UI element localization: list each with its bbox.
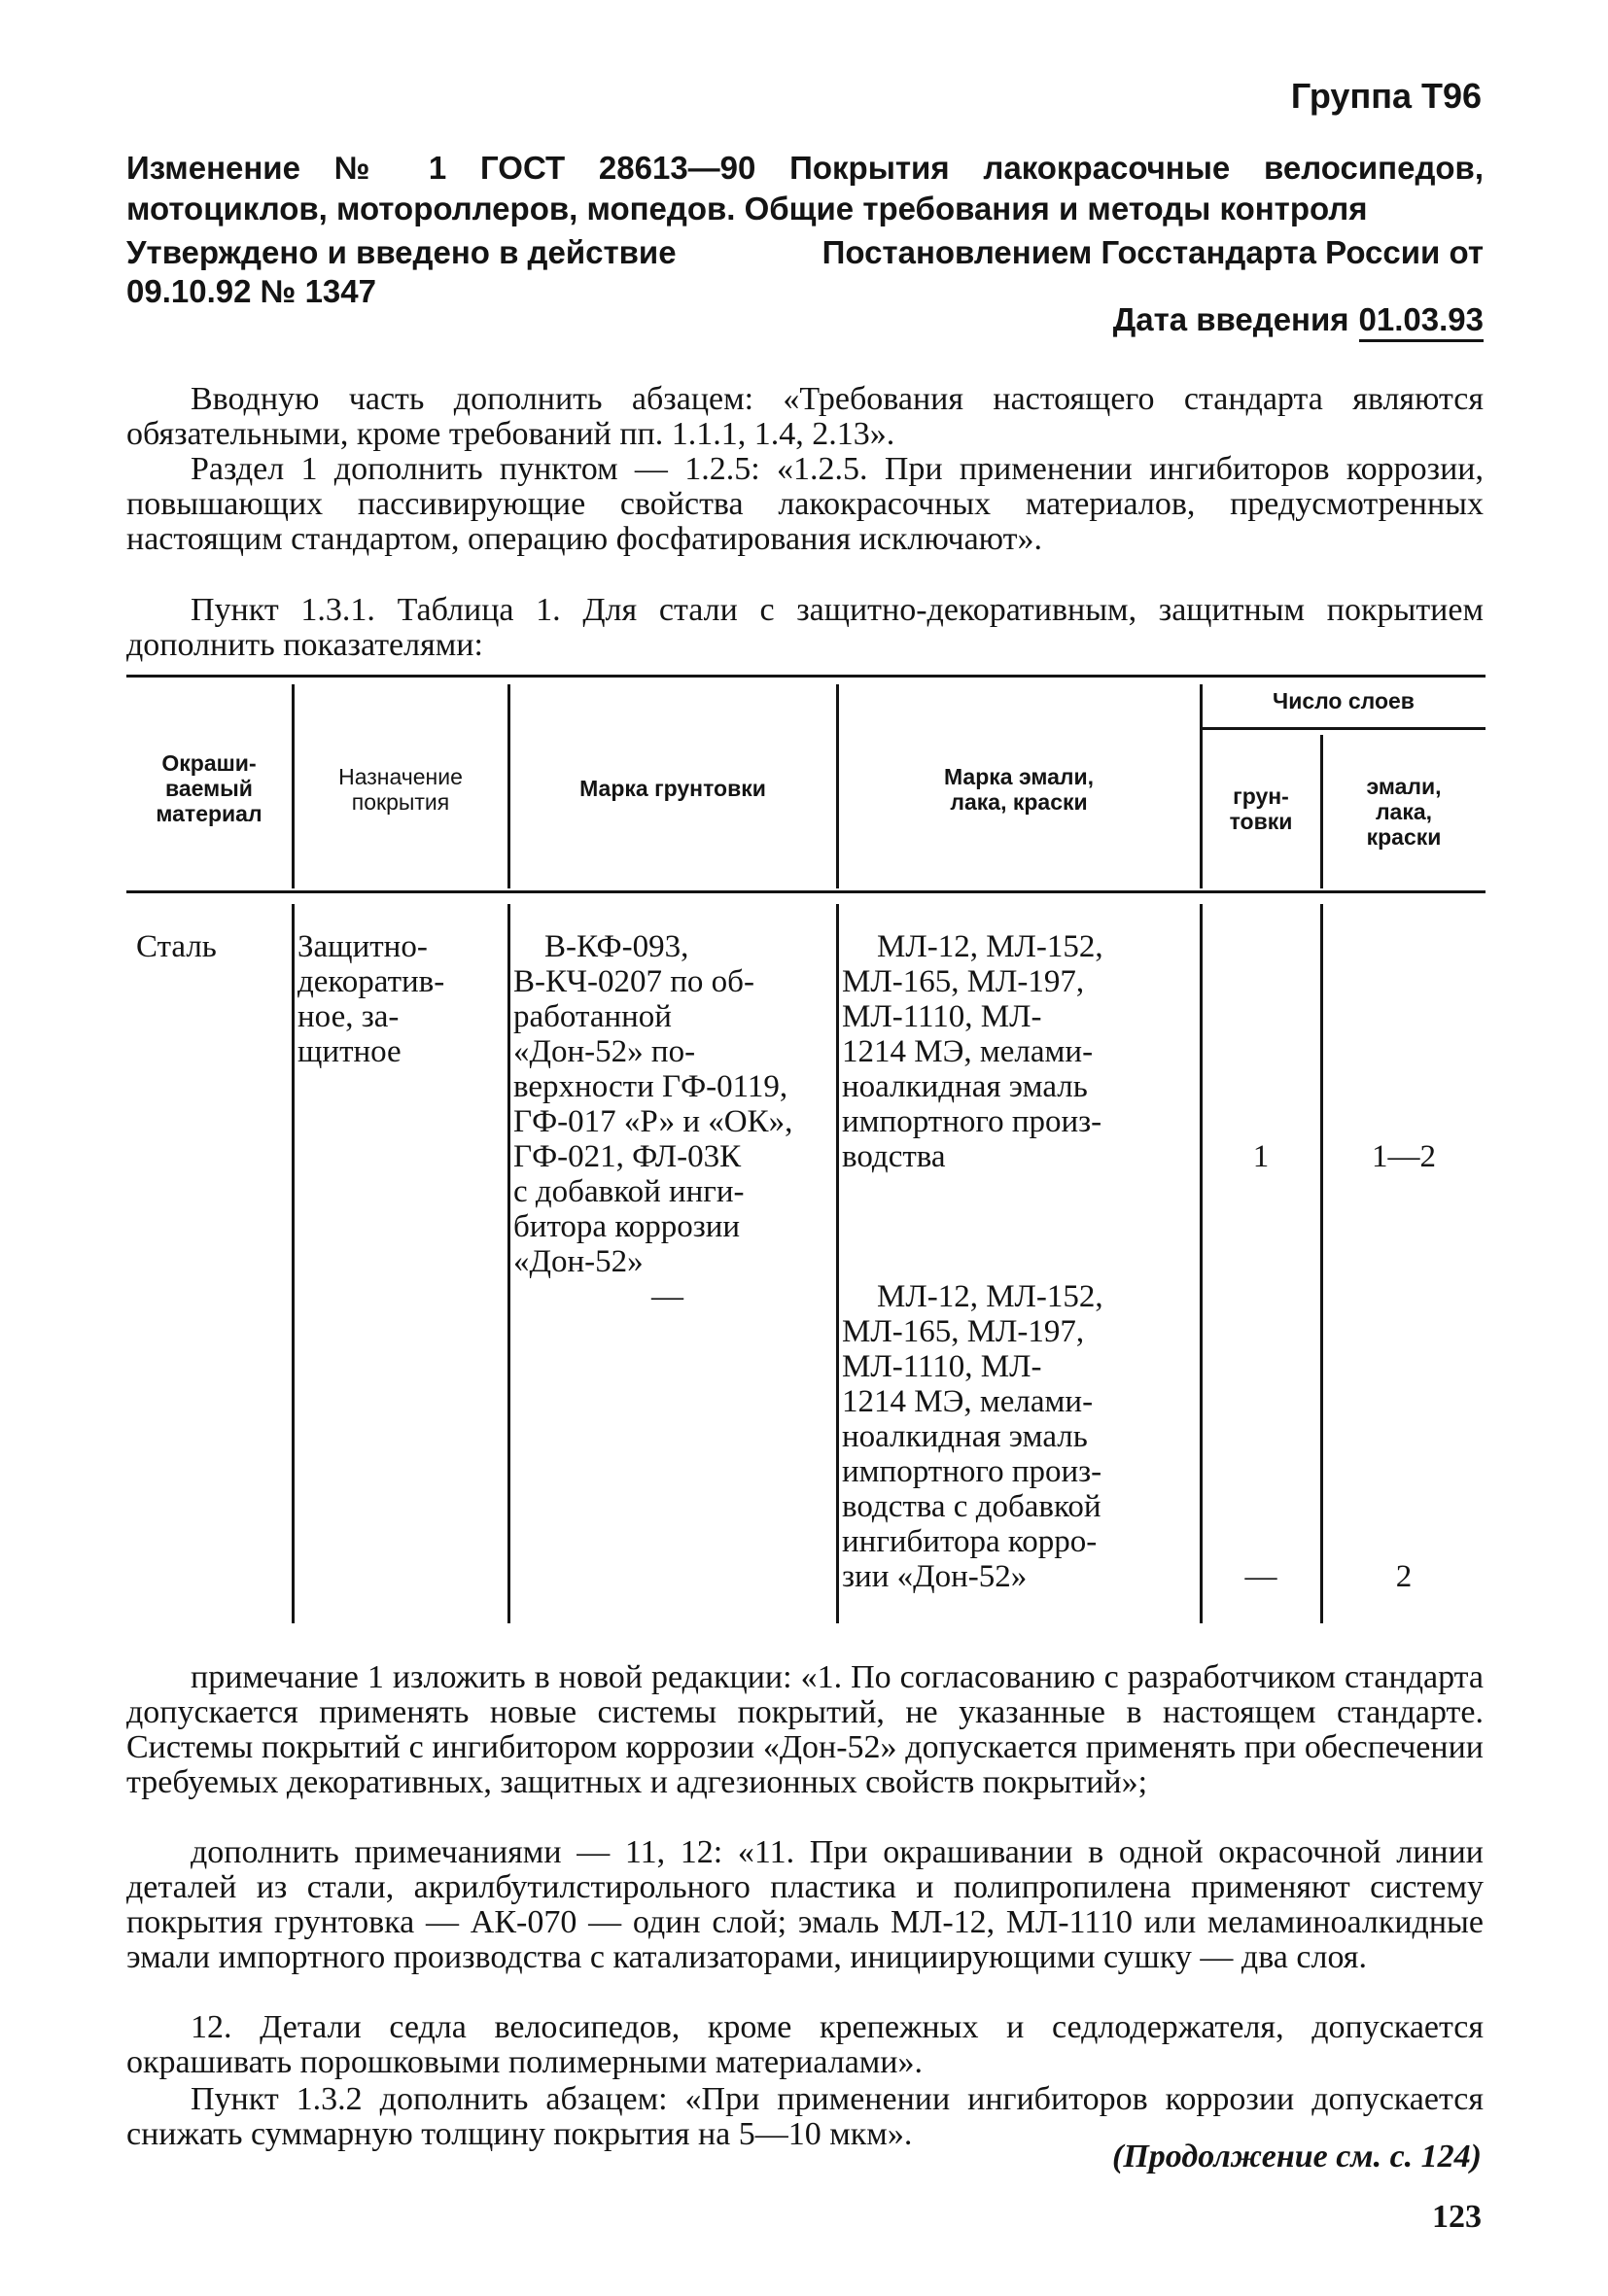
cell-line: В-КФ-093, xyxy=(544,929,689,964)
date-label: Дата введения xyxy=(1112,301,1349,337)
header-layers-primer xyxy=(1202,783,1320,834)
paragraph-text: 12. Детали седла велосипедов, кроме крепежных и седлодержателя, допускается окрашивать порошковыми полимерными материалами». xyxy=(126,2009,1484,2080)
table-col-rule xyxy=(1200,904,1203,1623)
cell-line: МЛ-165, МЛ-197, xyxy=(842,1314,1085,1349)
cell-enamel-1 xyxy=(842,929,1200,1174)
approval-left: Утверждено и введено в действие xyxy=(126,234,677,270)
cell-line: МЛ-165, МЛ-197, xyxy=(842,964,1085,999)
header-line: эмали, xyxy=(1366,774,1442,799)
page-number: 123 xyxy=(1432,2199,1482,2235)
table-header-rule xyxy=(126,890,1486,893)
change-title: Изменение № 1 ГОСТ 28613—90 Покрытия лакокрасочные велосипедов, мотоциклов, мотороллеров, мопедов. Общие требования и методы контроля xyxy=(126,150,1484,226)
header-line: товки xyxy=(1229,809,1293,834)
header-primer: Марка грунтовки xyxy=(579,776,766,801)
cell-line: ное, за- xyxy=(297,999,400,1034)
cell-layers-primer-2: — xyxy=(1244,1559,1277,1594)
cell-line: с добавкой инги- xyxy=(513,1174,745,1209)
cell-primer-1 xyxy=(513,929,838,1279)
cell-line: Защитно- xyxy=(297,929,428,964)
cell-layers-enamel-2: 2 xyxy=(1395,1559,1413,1594)
header-line: лака, xyxy=(1375,799,1433,824)
approval-right: Постановлением Госстандарта России от xyxy=(821,234,1484,270)
table-col-rule xyxy=(292,904,295,1623)
paragraph-intro-1 xyxy=(126,382,1484,452)
table-col-rule xyxy=(507,904,510,1623)
cell-line: В-КЧ-0207 по об- xyxy=(513,964,754,999)
cell-line: водства с добавкой xyxy=(842,1489,1101,1524)
cell-line: декоратив- xyxy=(297,964,445,999)
date-value: 01.03.93 xyxy=(1359,301,1484,342)
paragraph-text: Раздел 1 дополнить пунктом — 1.2.5: «1.2.5. При применении ингибиторов коррозии, повышающих пассивирующие свойства лакокрасочных материалов, предусмотренных настоящим стандартом, операцию фосфатирования исключают». xyxy=(126,451,1484,557)
cell-line: ингибитора корро- xyxy=(842,1524,1098,1559)
cell-line: импортного произ- xyxy=(842,1454,1102,1489)
header-line: Марка эмали, xyxy=(943,764,1094,789)
cell-enamel-2 xyxy=(842,1279,1200,1594)
header-line: Назначение xyxy=(338,764,463,789)
cell-line: «Дон-52» xyxy=(513,1244,644,1279)
approval-block xyxy=(126,233,1484,311)
approval-decree: 09.10.92 № 1347 xyxy=(126,273,376,309)
header-layers-enamel xyxy=(1322,774,1486,850)
paragraph-text: Пункт 1.3.2 дополнить абзацем: «При применении ингибиторов коррозии допускается снижать суммарную толщину покрытия на 5—10 мкм». xyxy=(126,2081,1484,2152)
table-layers-rule xyxy=(1202,727,1486,730)
cell-line: 1214 МЭ, мелами- xyxy=(842,1384,1094,1419)
cell-material: Сталь xyxy=(136,929,217,964)
cell-line: импортного произ- xyxy=(842,1104,1102,1139)
group-code: Группа Т96 xyxy=(1290,76,1482,116)
header-line: грун- xyxy=(1233,783,1289,809)
cell-line: ГФ-017 «Р» и «ОК», xyxy=(513,1104,793,1139)
cell-line: «Дон-52» по- xyxy=(513,1034,696,1069)
cell-line: ГФ-021, ФЛ-03К xyxy=(513,1139,742,1174)
cell-line: зии «Дон-52» xyxy=(842,1559,1028,1594)
paragraph-intro-3 xyxy=(126,593,1484,663)
paragraph-intro-2 xyxy=(126,452,1484,557)
cell-line: МЛ-12, МЛ-152, xyxy=(877,1279,1103,1314)
cell-line: ноалкидная эмаль xyxy=(842,1419,1088,1454)
header-line: краски xyxy=(1366,824,1442,850)
cell-line: МЛ-12, МЛ-152, xyxy=(877,929,1103,964)
cell-line: верхности ГФ-0119, xyxy=(513,1069,788,1104)
paragraph-text: примечание 1 изложить в новой редакции: «1. По согласованию с разработчиком стандарта допускается применять новые системы покрытий, не указанные в настоящем стандарте. Системы покрытий с ингибитором коррозии «Дон-52» допускается применять при обеспечении требуемых декоративных, защитных и адгезионных свойств покрытий»; xyxy=(126,1659,1484,1800)
table-top-rule xyxy=(126,675,1486,678)
cell-line: битора коррозии xyxy=(513,1209,741,1244)
cell-layers-enamel-1: 1—2 xyxy=(1372,1139,1436,1174)
cell-line: МЛ-1110, МЛ- xyxy=(842,1349,1042,1384)
effective-date xyxy=(1113,301,1484,338)
cell-line: щитное xyxy=(297,1034,402,1069)
cell-layers-primer-1: 1 xyxy=(1252,1139,1270,1174)
paragraph-text: Пункт 1.3.1. Таблица 1. Для стали с защитно-декоративным, защитным покрытием дополнить показателями: xyxy=(126,592,1484,663)
paragraph-note-11 xyxy=(126,1835,1484,1975)
cell-primer-2: — xyxy=(651,1279,683,1314)
cell-line: ноалкидная эмаль xyxy=(842,1069,1088,1104)
cell-line: водства xyxy=(842,1139,946,1174)
cell-line: МЛ-1110, МЛ- xyxy=(842,999,1042,1034)
paragraph-note-1 xyxy=(126,1660,1484,1800)
continuation-note: (Продолжение см. с. 124) xyxy=(1112,2139,1482,2174)
paragraph-note-12 xyxy=(126,2010,1484,2080)
cell-purpose xyxy=(297,929,444,1069)
cell-line: работанной xyxy=(513,999,672,1034)
table-col-rule xyxy=(1320,904,1323,1623)
header-line: покрытия xyxy=(351,789,450,815)
header-line: лака, краски xyxy=(950,789,1088,815)
header-line: ваемый xyxy=(165,776,253,801)
table-coatings xyxy=(126,675,1486,1623)
header-material xyxy=(126,750,292,826)
header-line: Окраши- xyxy=(161,750,257,776)
cell-line: 1214 МЭ, мелами- xyxy=(842,1034,1094,1069)
paragraph-text: Вводную часть дополнить абзацем: «Требования настоящего стандарта являются обязательными, кроме требований пп. 1.1.1, 1.4, 2.13». xyxy=(126,381,1484,452)
header-line: материал xyxy=(156,801,262,826)
paragraph-text: дополнить примечаниями — 11, 12: «11. При окрашивании в одной окрасочной линии деталей из стали, акрилбутилстирольного пластика и полипропилена применяют систему покрытия грунтовка — АК-070 — один слой; эмаль МЛ-12, МЛ-1110 или меламиноалкидные эмали импортного производства с катализаторами, инициирующими сушку — два слоя. xyxy=(126,1834,1484,1975)
header-layers: Число слоев xyxy=(1273,688,1415,713)
header-enamel xyxy=(838,764,1200,815)
header-purpose xyxy=(294,764,507,815)
